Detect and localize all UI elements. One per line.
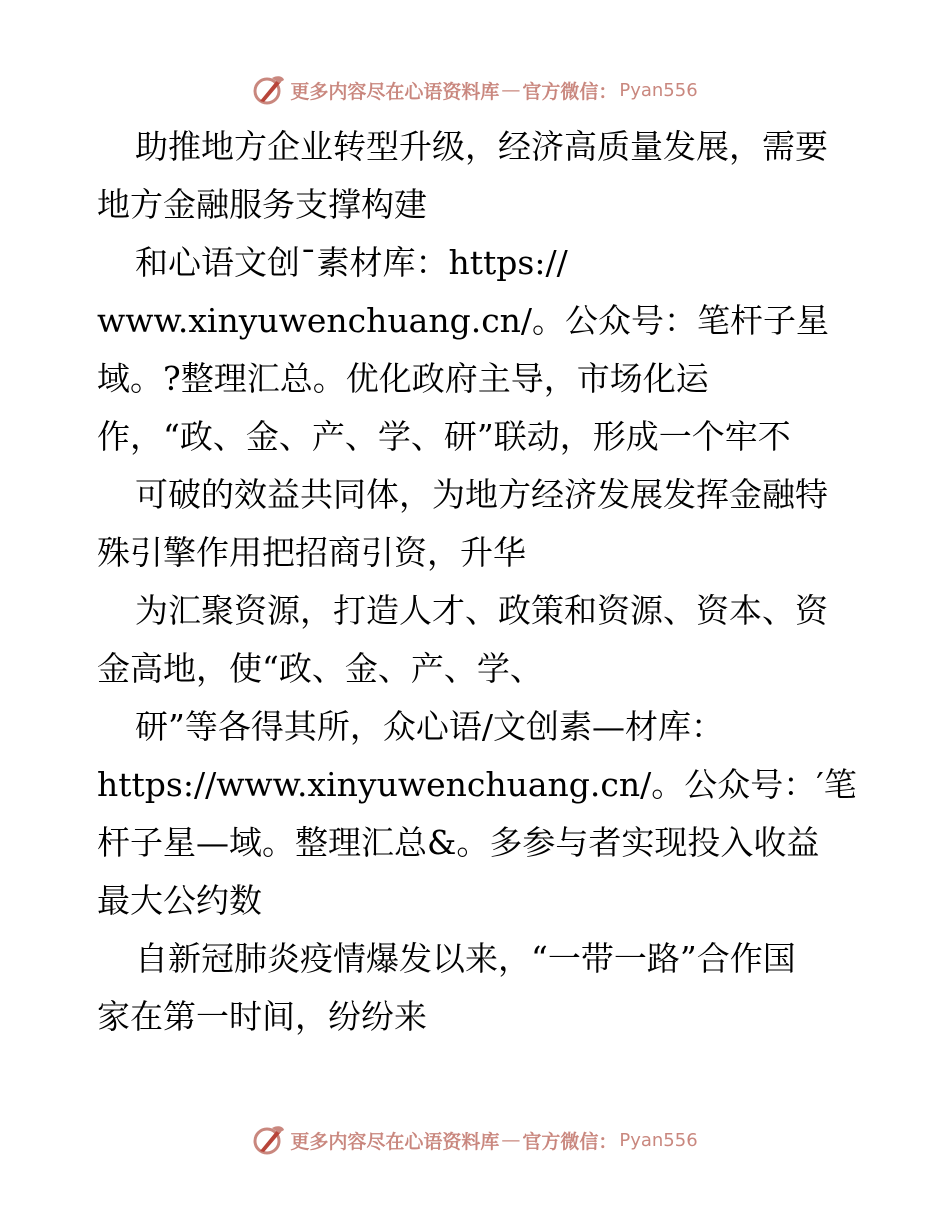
text-line: 地方金融服务支撑构建 <box>97 185 427 224</box>
quill-circle-logo-icon <box>252 73 286 107</box>
document-body <box>97 118 857 1046</box>
text-line: 殊引擎作用把招商引资，升华 <box>97 533 526 572</box>
footer-watermark-banner <box>0 1120 950 1160</box>
text-line: 金高地，使“政、金、产、学、 <box>97 649 543 688</box>
banner-main-text: 更多内容尽在心语资料库 <box>290 80 500 103</box>
text-line: 可破的效益共同体，为地方经济发展发挥金融特 <box>135 475 828 514</box>
text-line: https://www.xinyuwenchuang.cn/。公众号：′笔 <box>97 765 857 804</box>
banner-main-text: 更多内容尽在心语资料库 <box>290 1130 500 1153</box>
banner-wechat-id: Pyan556 <box>619 79 698 101</box>
banner-wechat-label: 官方微信： <box>522 1130 618 1153</box>
banner-wechat-id: Pyan556 <box>619 1129 698 1151</box>
quill-circle-logo-icon <box>252 1123 286 1157</box>
text-line: 为汇聚资源，打造人才、政策和资源、资本、资 <box>135 591 828 630</box>
text-line: 最大公约数 <box>97 881 262 920</box>
banner-dash: — <box>501 1129 521 1151</box>
text-line: 家在第一时间，纷纷来 <box>97 997 427 1036</box>
banner-dash: — <box>501 79 521 101</box>
text-line: 研”等各得其所，众心语/文创素—材库： <box>135 707 724 746</box>
text-line: 和心语文创¯素材库：https:// <box>135 243 568 282</box>
banner-wechat-label: 官方微信： <box>522 80 618 103</box>
text-line: 作，“政、金、产、学、研”联动，形成一个牢不 <box>97 417 791 456</box>
header-watermark-banner <box>0 70 950 110</box>
text-line: 助推地方企业转型升级，经济高质量发展，需要 <box>135 127 828 166</box>
text-line: 域。?整理汇总。优化政府主导，市场化运 <box>97 359 709 398</box>
text-line: 自新冠肺炎疫情爆发以来，“一带一路”合作国 <box>135 939 796 978</box>
text-line: 杆子星—域。整理汇总&。多参与者实现投入收益 <box>97 823 820 862</box>
text-line: www.xinyuwenchuang.cn/。公众号：笔杆子星 <box>97 301 830 340</box>
